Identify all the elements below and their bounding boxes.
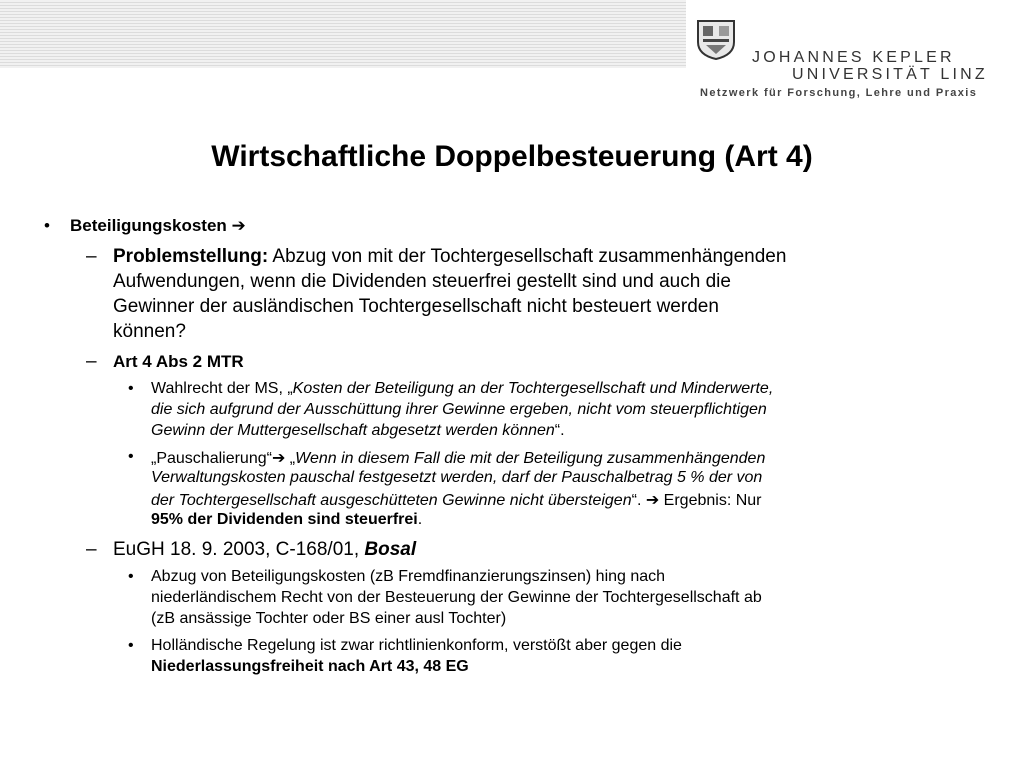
pauschal-prefix: „Pauschalierung“	[151, 450, 272, 467]
dash-marker: –	[86, 351, 97, 372]
university-tagline: Netzwerk für Forschung, Lehre und Praxis	[700, 87, 978, 99]
pauschal-quote-open: „	[285, 450, 296, 467]
pauschal-quote2: Verwaltungskosten pauschal festgesetzt werden, darf der Pauschalbetrag 5 % der von	[151, 469, 763, 486]
bullet-marker: •	[128, 568, 134, 585]
pauschal-quote1: Wenn in diesem Fall die mit der Beteiligung zusammenhängenden	[295, 450, 766, 467]
pauschal-ergebnis: Ergebnis: Nur	[659, 492, 762, 509]
bullet-marker: •	[128, 448, 134, 465]
wahlrecht-line2	[151, 401, 767, 419]
wahlrecht-quote3: Gewinn der Muttergesellschaft abgesetzt werden können	[151, 422, 555, 439]
problemstellung-line4: können?	[113, 321, 186, 342]
abzug-line3: (zB ansässige Tochter oder BS einer ausl Tochter)	[151, 610, 507, 627]
pauschal-line4	[151, 511, 422, 529]
bullet-marker: •	[44, 216, 50, 235]
problemstellung-line2: Aufwendungen, wenn die Dividenden steuerfrei gestellt sind und auch die	[113, 271, 731, 292]
wahlrecht-quote2: die sich aufgrund der Ausschüttung ihrer Gewinne ergeben, nicht vom steuerpflichtigen	[151, 401, 767, 418]
university-seal-icon	[694, 18, 738, 60]
bullet-marker: •	[128, 380, 134, 397]
arrow-right-icon: ➔	[271, 450, 286, 467]
beteiligungskosten-label: Beteiligungskosten	[70, 216, 227, 235]
eugh-citation: EuGH 18. 9. 2003, C-168/01,	[113, 539, 365, 560]
abzug-line1: Abzug von Beteiligungskosten (zB Fremdfinanzierungszinsen) hing nach	[151, 568, 666, 585]
university-name-line1: JOHANNES KEPLER	[752, 49, 955, 66]
pauschal-line3	[151, 490, 762, 510]
abzug-line2: niederländischem Recht von der Besteuerung der Gewinne der Tochtergesellschaft ab	[151, 589, 762, 606]
problemstellung-line1	[113, 246, 786, 268]
dash-marker: –	[86, 539, 97, 560]
eugh-case-name: Bosal	[364, 539, 417, 560]
pauschal-period: .	[417, 511, 423, 528]
bullet-beteiligungskosten	[70, 216, 246, 236]
slide-title: Wirtschaftliche Doppelbesteuerung (Art 4)	[211, 140, 813, 173]
problemstellung-label: Problemstellung:	[113, 246, 269, 267]
university-name-line2: UNIVERSITÄT LINZ	[792, 66, 988, 83]
bullet-marker: •	[128, 637, 134, 654]
problemstellung-text1: Abzug von mit der Tochtergesellschaft zusammenhängenden	[272, 246, 787, 267]
wahlrecht-quote1: Kosten der Beteiligung an der Tochtergesellschaft und Minderwerte,	[292, 380, 774, 397]
problemstellung-line3: Gewinner der ausländischen Tochtergesellschaft nicht besteuert werden	[113, 296, 719, 317]
dash-marker: –	[86, 246, 97, 267]
art-label: Art 4 Abs 2 MTR	[113, 352, 244, 371]
pauschal-result-bold: 95% der Dividenden sind steuerfrei	[151, 511, 418, 528]
wahlrecht-line3	[151, 422, 565, 440]
wahlrecht-prefix: Wahlrecht der MS, „	[151, 380, 293, 397]
art-heading	[113, 352, 244, 372]
eugh-heading	[113, 539, 416, 561]
arrow-right-icon: ➔	[645, 492, 660, 509]
wahlrecht-suffix: “.	[554, 422, 565, 439]
regelung-line1: Holländische Regelung ist zwar richtlinienkonform, verstößt aber gegen die	[151, 637, 682, 654]
regelung-bold: Niederlassungsfreiheit nach Art 43, 48 EG	[151, 658, 469, 675]
pauschal-quote3: der Tochtergesellschaft ausgeschütteten Gewinne nicht übersteigen	[151, 492, 632, 509]
regelung-line2	[151, 658, 469, 676]
wahlrecht-line1	[151, 380, 773, 398]
pauschal-quote-close: “.	[631, 492, 646, 509]
pauschal-line1	[151, 448, 765, 468]
arrow-right-icon: ➔	[231, 216, 246, 235]
pauschal-line2	[151, 469, 762, 487]
